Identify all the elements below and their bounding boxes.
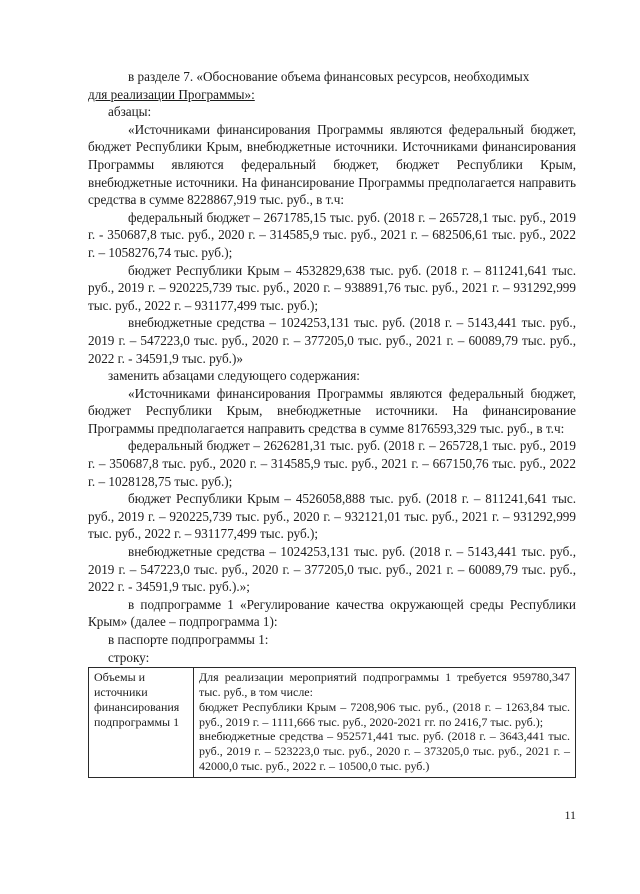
table-label-cell: Объемы и источники финансирования подпрограммы 1 bbox=[89, 668, 194, 778]
new-intro-paragraph: «Источниками финансирования Программы являются федеральный бюджет, бюджет Республики Крым, внебюджетные источники. На финансирование Программы предполагается направить средства в сумме 8176593,329 тыс. руб., в т.ч: bbox=[88, 385, 576, 436]
old-federal-budget: федеральный бюджет – 2671785,15 тыс. руб. (2018 г. – 265728,1 тыс. руб., 2019 г. - 350687,8 тыс. руб., 2020 г. – 314585,9 тыс. руб., 2021 г. – 682506,61 тыс. руб., 2022 г. – 1058276,74 тыс. руб.); bbox=[88, 209, 576, 260]
passport-paragraph: в паспорте подпрограммы 1: bbox=[108, 632, 269, 647]
section-7-heading-cont: для реализации Программы»: bbox=[88, 86, 255, 102]
table-value-cell bbox=[194, 668, 576, 778]
subprogram-1-paragraph: в подпрограмме 1 «Регулирование качества окружающей среды Республики Крым» (далее – подпрограмма 1): bbox=[88, 596, 576, 630]
passport-table bbox=[88, 667, 576, 778]
abzacy-label: абзацы: bbox=[108, 104, 152, 120]
table-value-intro: Для реализации мероприятий подпрограммы 1 требуется 959780,347 тыс. руб., в том числе: bbox=[199, 670, 570, 699]
new-federal-budget: федеральный бюджет – 2626281,31 тыс. руб. (2018 г. – 265728,1 тыс. руб., 2019 г. – 350687,8 тыс. руб., 2020 г. – 314585,9 тыс. руб., 2021 г. – 667150,76 тыс. руб., 2022 г. – 1028128,75 тыс. руб.); bbox=[88, 438, 576, 489]
old-intro-paragraph: «Источниками финансирования Программы являются федеральный бюджет, бюджет Республики Крым, внебюджетные источники. Источниками финансирования Программы являются федеральный бюджет, бюджет Республики Крым, внебюджетные источники. На финансирование Программы предполагается направить средства в сумме 8228867,919 тыс. руб., в т.ч: bbox=[88, 121, 576, 208]
document-body bbox=[88, 68, 576, 778]
table-value-extrabudgetary: внебюджетные средства – 952571,441 тыс. руб. (2018 г. – 3643,441 тыс. руб., 2019 г. – 523223,0 тыс. руб., 2020 г. – 373205,0 тыс. руб., 2021 г. – 42000,0 тыс. руб., 2022 г. – 10500,0 тыс. руб.) bbox=[199, 729, 570, 773]
new-crimea-budget: бюджет Республики Крым – 4526058,888 тыс. руб. (2018 г. – 811241,641 тыс. руб., 2019 г. – 920225,739 тыс. руб., 2020 г. – 932121,01 тыс. руб., 2021 г. – 931292,999 тыс. руб., 2022 г. – 931177,499 тыс. руб.); bbox=[88, 491, 576, 542]
table-row bbox=[89, 668, 576, 778]
new-extrabudgetary: внебюджетные средства – 1024253,131 тыс. руб. (2018 г. – 5143,441 тыс. руб., 2019 г. – 547223,0 тыс. руб., 2020 г. – 377205,0 тыс. руб., 2021 г. – 60089,79 тыс. руб., 2022 г. - 34591,9 тыс. руб.).»; bbox=[88, 544, 576, 595]
section-7-heading: в разделе 7. «Обоснование объема финансовых ресурсов, необходимых bbox=[128, 69, 530, 84]
table-value-crimea-budget: бюджет Республики Крым – 7208,906 тыс. руб., (2018 г. – 1263,84 тыс. руб., 2019 г. – 1111,666 тыс. руб., 2020-2021 гг. по 2416,7 тыс. руб.); bbox=[199, 699, 570, 729]
old-extrabudgetary: внебюджетные средства – 1024253,131 тыс. руб. (2018 г. – 5143,441 тыс. руб., 2019 г. – 547223,0 тыс. руб., 2020 г. – 377205,0 тыс. руб., 2021 г. – 60089,79 тыс. руб., 2022 г. - 34591,9 тыс. руб.)» bbox=[88, 315, 576, 366]
old-crimea-budget: бюджет Республики Крым – 4532829,638 тыс. руб. (2018 г. – 811241,641 тыс. руб., 2019 г. – 920225,739 тыс. руб., 2020 г. – 938891,76 тыс. руб., 2021 г. – 931292,999 тыс. руб., 2022 г. – 931177,499 тыс. руб.); bbox=[88, 262, 576, 313]
replace-instruction: заменить абзацами следующего содержания: bbox=[108, 368, 360, 384]
stroku-label: строку: bbox=[108, 649, 150, 665]
page-number: 11 bbox=[564, 808, 576, 822]
